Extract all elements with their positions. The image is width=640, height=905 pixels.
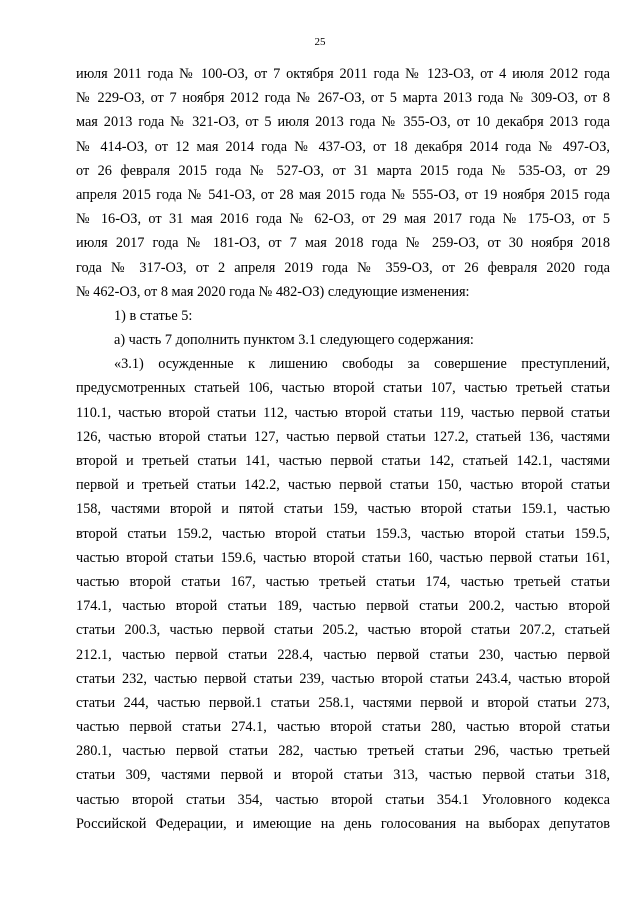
text-line: апреля 2015 года № 541-ОЗ, от 28 мая 2015 года № 555-ОЗ, от 19 ноября 2015 года [76,186,610,203]
text-line: первой и третьей статьи 142.2, частью первой статьи 150, частью второй статьи [76,477,610,494]
text-line: Российской Федерации, и имеющие на день голосования на выборах депутатов [76,815,610,832]
text-line: 1) в статье 5: [114,307,193,324]
text-line: 280.1, частью первой статьи 282, частью третьей статьи 296, частью третьей [76,743,610,760]
text-line: предусмотренных статьей 106, частью второй статьи 107, частью третьей статьи [76,380,610,397]
text-line: частью второй статьи 159.6, частью второй статьи 160, частью первой статьи 161, [76,549,610,566]
page-number: 25 [314,36,326,48]
text-line: второй статьи 159.2, частью второй статьи 159.3, частью второй статьи 159.5, [76,525,610,542]
text-line: 110.1, частью второй статьи 112, частью второй статьи 119, частью первой статьи [76,404,610,421]
text-line: июля 2017 года № 181-ОЗ, от 7 мая 2018 года № 259-ОЗ, от 30 ноября 2018 [76,235,610,252]
text-line: а) часть 7 дополнить пунктом 3.1 следующего содержания: [114,332,474,349]
text-line: 174.1, частью второй статьи 189, частью первой статьи 200.2, частью второй [76,598,610,615]
text-line: № 462-ОЗ, от 8 мая 2020 года № 482-ОЗ) следующие изменения: [76,283,470,300]
text-line: 126, частью второй статьи 127, частью первой статьи 127.2, статьей 136, частями [76,428,610,445]
text-line: статьи 309, частями первой и второй статьи 313, частью первой статьи 318, [76,767,610,784]
text-line: года № 317-ОЗ, от 2 апреля 2019 года № 359-ОЗ, от 26 февраля 2020 года [76,259,610,276]
text-line: № 414-ОЗ, от 12 мая 2014 года № 437-ОЗ, от 18 декабря 2014 года № 497-ОЗ, [76,138,610,155]
text-line: № 229-ОЗ, от 7 ноября 2012 года № 267-ОЗ, от 5 марта 2013 года № 309-ОЗ, от 8 [76,90,610,107]
text-line: статьи 232, частью первой статьи 239, частью второй статьи 243.4, частью второй [76,670,610,687]
text-line: мая 2013 года № 321-ОЗ, от 5 июля 2013 года № 355-ОЗ, от 10 декабря 2013 года [76,114,610,131]
text-line: № 16-ОЗ, от 31 мая 2016 года № 62-ОЗ, от 29 мая 2017 года № 175-ОЗ, от 5 [76,211,610,228]
text-line: июля 2011 года № 100-ОЗ, от 7 октября 2011 года № 123-ОЗ, от 4 июля 2012 года [76,66,610,82]
text-line: 212.1, частью первой статьи 228.4, частью первой статьи 230, частью первой [76,646,610,663]
text-line: статьи 200.3, частью первой статьи 205.2, частью второй статьи 207.2, статьей [76,622,610,639]
document-body [76,62,610,836]
text-line: частью первой статьи 274.1, частью второй статьи 280, частью второй статьи [76,719,610,736]
text-line: второй и третьей статьи 141, частью первой статьи 142, статьей 142.1, частями [76,453,610,469]
text-line: частью второй статьи 354, частью второй статьи 354.1 Уголовного кодекса [76,791,610,808]
text-line: частью второй статьи 167, частью третьей статьи 174, частью третьей статьи [76,573,610,590]
text-line: 158, частями второй и пятой статьи 159, частью второй статьи 159.1, частью [76,501,610,518]
text-line: «3.1) осужденные к лишению свободы за совершение преступлений, [114,356,610,373]
text-line: от 26 февраля 2015 года № 527-ОЗ, от 31 марта 2015 года № 535-ОЗ, от 29 [76,162,610,179]
text-line: статьи 244, частью первой.1 статьи 258.1, частями первой и второй статьи 273, [76,694,610,711]
